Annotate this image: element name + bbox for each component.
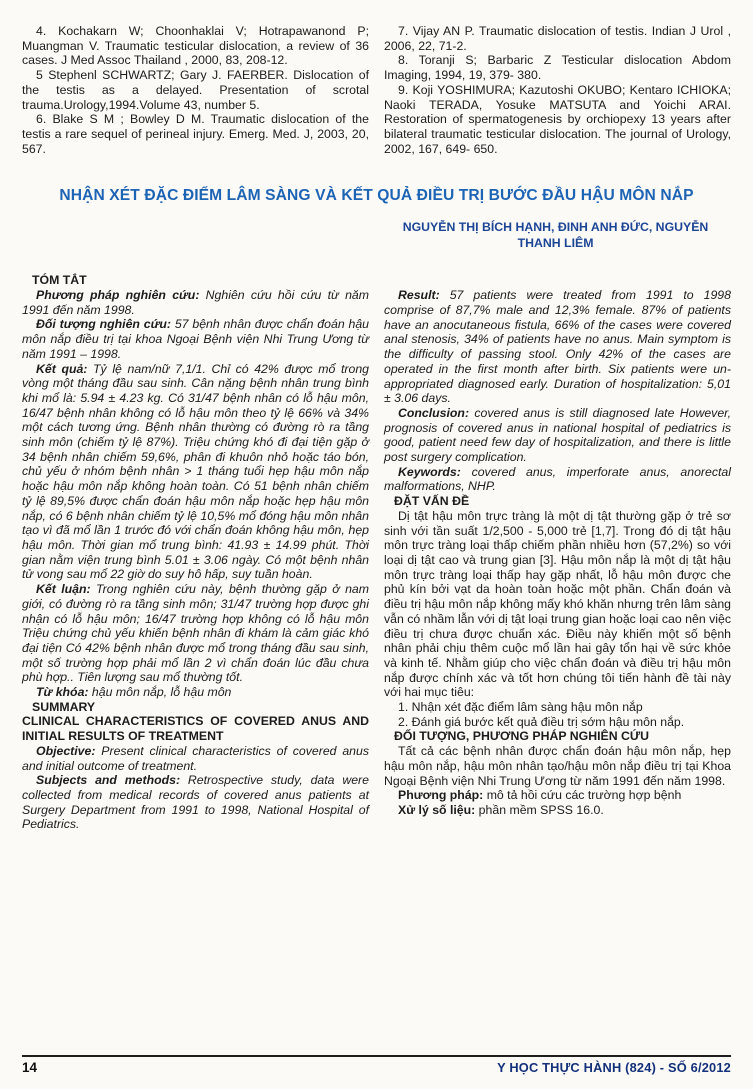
section-heading: SUMMARY xyxy=(32,699,96,714)
paragraph: Subjects and methods: Retrospective study, data were collected from medical records of covered anus patients at Surgery Department from 1991 to 1998, National Hospital of Pediatrics. xyxy=(22,773,369,832)
paragraph-lead: Subjects and methods: xyxy=(36,773,188,788)
section-heading: ĐỐI TƯỢNG, PHƯƠNG PHÁP NGHIÊN CỨU xyxy=(394,729,649,744)
paragraph: Kết quả: Tỷ lệ nam/nữ 7,1/1. Chỉ có 42% được mổ trong vòng một tháng đầu sau sinh. Cân nặng bệnh nhân trung bình khi mổ là: 5.94 ± 4.23 kg. Có 31/47 bệnh nhân có lỗ hậu môn, 16/47 bệnh nhân không có lỗ hậu môn theo tỷ lệ 66% và 34% một cách tương ứng. Bệnh nhân thường có đường rò ra tầng sinh môn (chiếm tỷ lệ 87%). Triệu chứng khó đi đại tiện gặp ở 34 bệnh nhân chiếm 59,6%, phân đi khuôn nhỏ hoặc táo bón, chủ yếu ở nhóm bệnh nhân > 1 tháng tuổi hẹp hậu môn nắp hoặc hậu môn nắp không hoàn toàn. Có 51 bệnh nhân chiếm tỷ lệ 89,5% được chẩn đoán hậu môn nắp hoặc hẹp hậu môn nắp, có 6 bệnh nhân chiếm tỷ lệ 10,5% mổ đóng hậu môn nhân tạo vì đã mổ lần 1 trước đó với chẩn đoán không hậu môn, hẹp hậu môn. Thời gian mổ trung bình: 41.93 ± 14.99 phút. Thời gian nằm viện trung bình 5.01 ± 3.06 ngày. Có một bệnh nhân tử vong sau mổ 22 giờ do suy hô hấp, suy tuần hoàn. xyxy=(22,361,370,582)
section-heading: TÓM TẮT xyxy=(32,273,87,288)
paragraph: Phương pháp nghiên cứu: Nghiên cứu hồi cứu từ năm 1991 đến năm 1998. xyxy=(22,288,369,317)
section-heading: CLINICAL CHARACTERISTICS OF COVERED ANUS AND INITIAL RESULTS OF TREATMENT xyxy=(22,714,369,744)
authors-row xyxy=(22,219,731,251)
paragraph: Kết luận: Trong nghiên cứu này, bệnh thường gặp ở nam giới, có đường rò ra tầng sinh môn; 31/47 trường hợp được ghi nhận có lỗ hậu môn; 16/47 trường hợp không có lỗ hậu môn Triệu chứng chủ yếu khiến bệnh nhân đi khám là cảm giác khó đại tiện Có 42% bệnh nhân được mổ trong tháng đầu sau sinh, một số trường hợp phải mổ lần 2 vì chẩn đoán lúc đầu chưa phù hợp.. Tiên lượng sau mổ thường tốt. xyxy=(22,582,369,685)
paragraph-lead: Conclusion: xyxy=(398,405,475,420)
paragraph: Conclusion: covered anus is still diagnosed late However, prognosis of covered anus in national hospital of pediatrics is good, patient need few day of hospitalization, and there is little post surgery complication. xyxy=(384,405,731,465)
paragraph: Objective: Present clinical characteristics of covered anus and initial outcome of treatment. xyxy=(22,743,369,773)
article-body xyxy=(22,273,731,832)
reference-item: 8. Toranji S; Barbaric Z Testicular dislocation Abdom Imaging, 1994, 19, 379- 380. xyxy=(384,53,731,83)
body-left-column xyxy=(22,273,369,832)
paragraph-lead: Result: xyxy=(398,288,450,303)
reference-item: 9. Koji YOSHIMURA; Kazutoshi OKUBO; Kentaro ICHIOKA; Naoki TERADA, Yosuke MATSUTA and Yoichi ARAI. Restoration of spermatogenesis by orchiopexy 13 years after bilateral traumatic testicular dislocation. The journal of Urology, 2002, 167, 649- 650. xyxy=(384,82,731,156)
page-number: 14 xyxy=(22,1060,38,1075)
paragraph-lead: Kết luận: xyxy=(36,582,97,597)
article-title: NHẬN XÉT ĐẶC ĐIỂM LÂM SÀNG VÀ KẾT QUẢ ĐIỀU TRỊ BƯỚC ĐẦU HẬU MÔN NẮP xyxy=(59,187,694,205)
paragraph-lead: Kết quả: xyxy=(36,361,94,376)
paragraph-lead: Objective: xyxy=(36,743,102,758)
paragraph: Xử lý số liệu: phần mềm SPSS 16.0. xyxy=(398,802,604,817)
paragraph-lead: Xử lý số liệu: xyxy=(398,802,479,817)
footer-rule xyxy=(22,1055,731,1057)
journal-footer-title: Y HỌC THỰC HÀNH (824) - SỐ 6/2012 xyxy=(497,1060,731,1075)
paragraph-lead: Đối tượng nghiên cứu: xyxy=(36,317,175,332)
reference-item: 6. Blake S M ; Bowley D M. Traumatic dislocation of the testis a rare sequel of perineal injury. Emerg. Med. J, 2003, 20, 567. xyxy=(22,112,369,156)
paragraph: Phương pháp: mô tả hồi cứu các trường hợp bệnh xyxy=(398,788,682,803)
paragraph-lead: Phương pháp: xyxy=(398,788,487,803)
paragraph: Keywords: covered anus, imperforate anus, anorectal malformations, NHP. xyxy=(384,464,731,494)
paragraph: 1. Nhận xét đặc điểm lâm sàng hậu môn nắp xyxy=(398,700,643,715)
reference-item: 4. Kochakarn W; Choonhaklai V; Hotrapawanond P; Muangman V. Traumatic testicular dislocation, a review of 36 cases. J Med Assoc Thailand , 2000, 83, 208-12. xyxy=(22,24,369,68)
reference-item: 5 Stephenl SCHWARTZ; Gary J. FAERBER. Dislocation of the testis as a delayed. Presentation of scrotal trauma.Urology,1994.Volume 43, number 5. xyxy=(22,68,369,112)
paragraph: Result: 57 patients were treated from 1991 to 1998 comprise of 87,7% male and 12,3% female. 87% of patients have an anocutaneous fistula, 66% of the cases were covered anal stenosis, 34% of patients have no anus. Main symptom is the difficulty of passing stool. Only 42% of the cases are operated in the first month after birth. Six patients were un-appropriated diagnosed early. Duration of hospitalization: 5,01 ± 3.06 days. xyxy=(384,288,731,406)
body-right-column xyxy=(384,273,731,832)
references-section xyxy=(22,24,731,156)
paragraph: Dị tật hậu môn trực tràng là một dị tật thường gặp ở trẻ sơ sinh với tần suất 1/2,500 - 5,000 trẻ [1,7]. Trong đó dị tật hậu môn trực tràng loại thấp chiếm phần nhiều hơn (57,2%) so với loại dị tật cao và trung gian [3]. Hậu môn nắp là một dị tật hậu môn trực tràng loại thấp hay gặp nhất, lỗ hậu môn được che phủ kín bởi vạt da hoàn toàn hoặc một phần. Chẩn đoán và điều trị hậu môn nắp không mấy khó khăn nhưng trên lâm sàng vẫn có nhầm lẫn với dị tật loại trung gian hoặc loại cao nên việc điều trị chưa được chuẩn xác. Điều này khiến một số bệnh nhân phải chịu thêm cuộc mổ lần hai gây tổn hại về sức khỏe và kinh tế. Nhằm giúp cho việc chẩn đoán và điều trị hậu môn nắp được chính xác và tốt hơn chúng tôi tiến hành đề tài này với hai mục tiêu: xyxy=(384,508,731,700)
paragraph-lead: Keywords: xyxy=(398,464,472,479)
references-right-column xyxy=(384,24,731,156)
footer-row xyxy=(22,1060,731,1075)
page-footer xyxy=(22,1055,731,1075)
paragraph-lead: Từ khóa: xyxy=(36,685,92,700)
article-authors: NGUYỄN THỊ BÍCH HẠNH, ĐINH ANH ĐỨC, NGUYỄN THANH LIÊM xyxy=(402,220,709,251)
paragraph: Tất cả các bệnh nhân được chẩn đoán hậu môn nắp, hẹp hậu môn nắp, hậu môn nhân tạo/hậu môn nắp điều trị tại Khoa Ngoại Bệnh viện Nhi Trung Ương từ năm 1991 đến năm 1998. xyxy=(384,744,731,788)
paragraph: 2. Đánh giá bước kết quả điều trị sớm hậu môn nắp. xyxy=(398,714,685,729)
paragraph: Đối tượng nghiên cứu: 57 bệnh nhân được chẩn đoán hậu môn nắp điều trị tại khoa Ngoại Bệnh viện Nhi Trung Ương từ năm 1991 – 1998. xyxy=(22,317,370,361)
reference-item: 7. Vijay AN P. Traumatic dislocation of testis. Indian J Urol , 2006, 22, 71-2. xyxy=(384,24,731,53)
references-left-column xyxy=(22,24,369,156)
paragraph-lead: Phương pháp nghiên cứu: xyxy=(36,288,206,303)
paragraph: Từ khóa: hậu môn nắp, lỗ hậu môn xyxy=(36,685,232,700)
section-heading: ĐẶT VẤN ĐỀ xyxy=(394,494,470,509)
